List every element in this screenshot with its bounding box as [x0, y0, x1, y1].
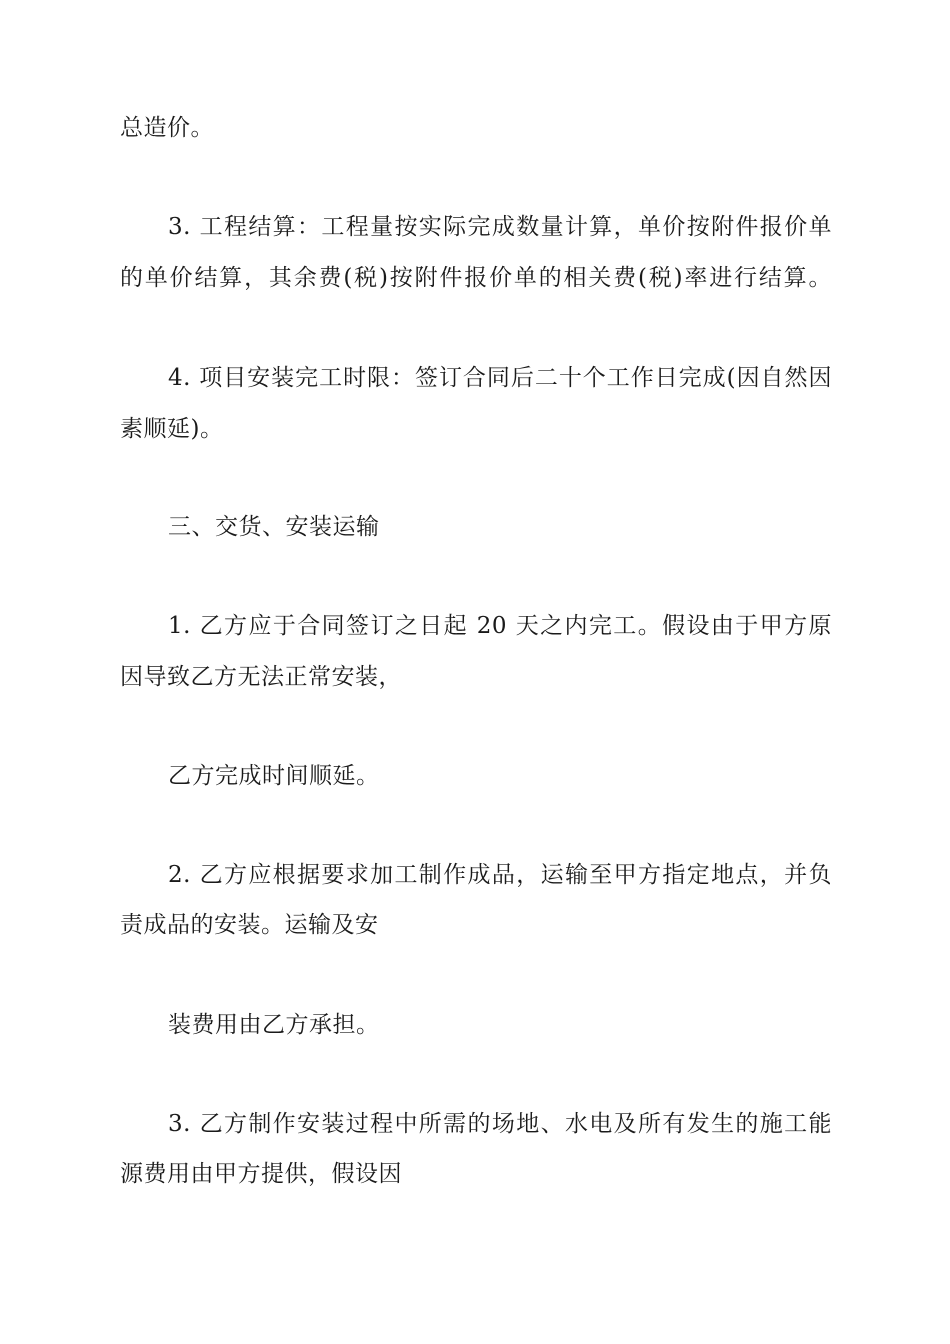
paragraph-line: 的单价结算，其余费(税)按附件报价单的相关费(税)率进行结算。 [120, 265, 832, 291]
paragraph-line: 乙方完成时间顺延。 [168, 763, 380, 789]
paragraph-line: 2. 乙方应根据要求加工制作成品，运输至甲方指定地点，并负 [168, 862, 832, 888]
paragraph-line: 责成品的安装。运输及安 [120, 912, 379, 938]
paragraph-line: 1. 乙方应于合同签订之日起 20 天之内完工。假设由于甲方原 [168, 613, 832, 639]
paragraph-line: 素顺延)。 [120, 416, 224, 442]
paragraph-line: 3. 乙方制作安装过程中所需的场地、水电及所有发生的施工能 [168, 1111, 832, 1137]
section-heading: 三、交货、安装运输 [168, 514, 380, 540]
paragraph-line: 因导致乙方无法正常安装， [120, 664, 402, 690]
paragraph-line: 源费用由甲方提供，假设因 [120, 1161, 402, 1187]
paragraph-line: 3. 工程结算：工程量按实际完成数量计算，单价按附件报价单 [168, 214, 832, 240]
paragraph-line: 装费用由乙方承担。 [168, 1012, 380, 1038]
paragraph-line: 总造价。 [120, 115, 214, 141]
paragraph-line: 4. 项目安装完工时限：签订合同后二十个工作日完成(因自然因 [168, 365, 832, 391]
